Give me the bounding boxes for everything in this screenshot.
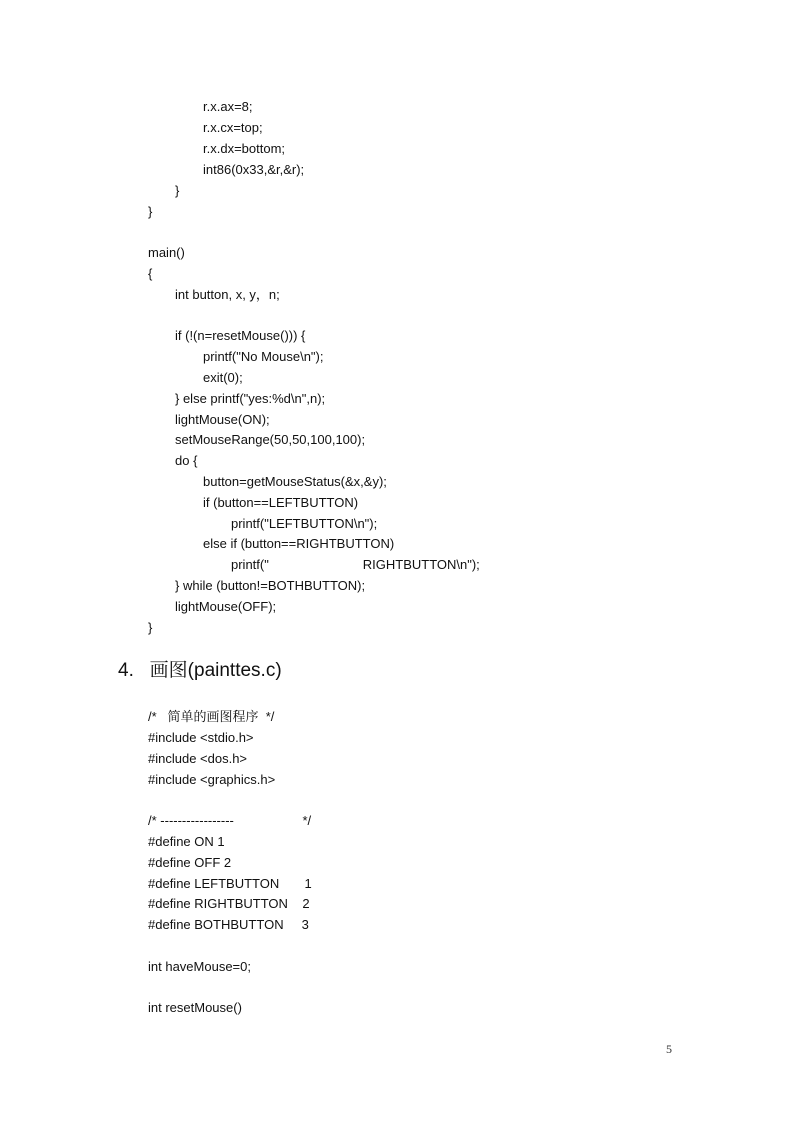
code-line: } while (button!=BOTHBUTTON); [175, 578, 366, 593]
code-line: #define ON 1 [148, 834, 225, 849]
section-heading: 4. 画图(painttes.c) [118, 660, 282, 681]
code-line: main() [148, 245, 185, 260]
code-line: { [148, 266, 153, 281]
page-number: 5 [666, 1042, 672, 1056]
code-line: #include <stdio.h> [148, 730, 254, 745]
code-line: if (!(n=resetMouse())) { [175, 328, 306, 343]
code-line: setMouseRange(50,50,100,100); [175, 432, 366, 447]
code-line: #include <dos.h> [148, 751, 248, 766]
code-line: #define BOTHBUTTON 3 [148, 917, 309, 932]
code-line: #define OFF 2 [148, 855, 232, 870]
code-line: int haveMouse=0; [148, 959, 251, 974]
code-line: } [175, 183, 180, 198]
code-line: lightMouse(ON); [175, 412, 270, 427]
code-line: } [148, 204, 153, 219]
code-line: #define LEFTBUTTON 1 [148, 876, 312, 891]
code-line: #include <graphics.h> [148, 772, 276, 787]
code-line: /* ----------------- */ [148, 813, 312, 828]
code-line: printf("No Mouse\n"); [203, 349, 324, 364]
code-line: if (button==LEFTBUTTON) [203, 495, 359, 510]
code-line: } else printf("yes:%d\n",n); [175, 391, 326, 406]
code-line: r.x.cx=top; [203, 120, 263, 135]
code-line: /* 简单的画图程序 */ [148, 709, 275, 724]
code-line: button=getMouseStatus(&x,&y); [203, 474, 387, 489]
code-line: printf(" RIGHTBUTTON\n"); [231, 557, 480, 572]
code-line: } [148, 620, 153, 635]
code-line: int86(0x33,&r,&r); [203, 162, 305, 177]
code-line: #define RIGHTBUTTON 2 [148, 896, 310, 911]
code-line: exit(0); [203, 370, 243, 385]
code-line: else if (button==RIGHTBUTTON) [203, 536, 395, 551]
code-line: int button, x, y，n; [175, 287, 280, 302]
code-line: do { [175, 453, 198, 468]
code-line: r.x.ax=8; [203, 99, 253, 114]
code-line: r.x.dx=bottom; [203, 141, 286, 156]
code-line: printf("LEFTBUTTON\n"); [231, 516, 378, 531]
code-line: lightMouse(OFF); [175, 599, 277, 614]
code-line: int resetMouse() [148, 1000, 242, 1015]
